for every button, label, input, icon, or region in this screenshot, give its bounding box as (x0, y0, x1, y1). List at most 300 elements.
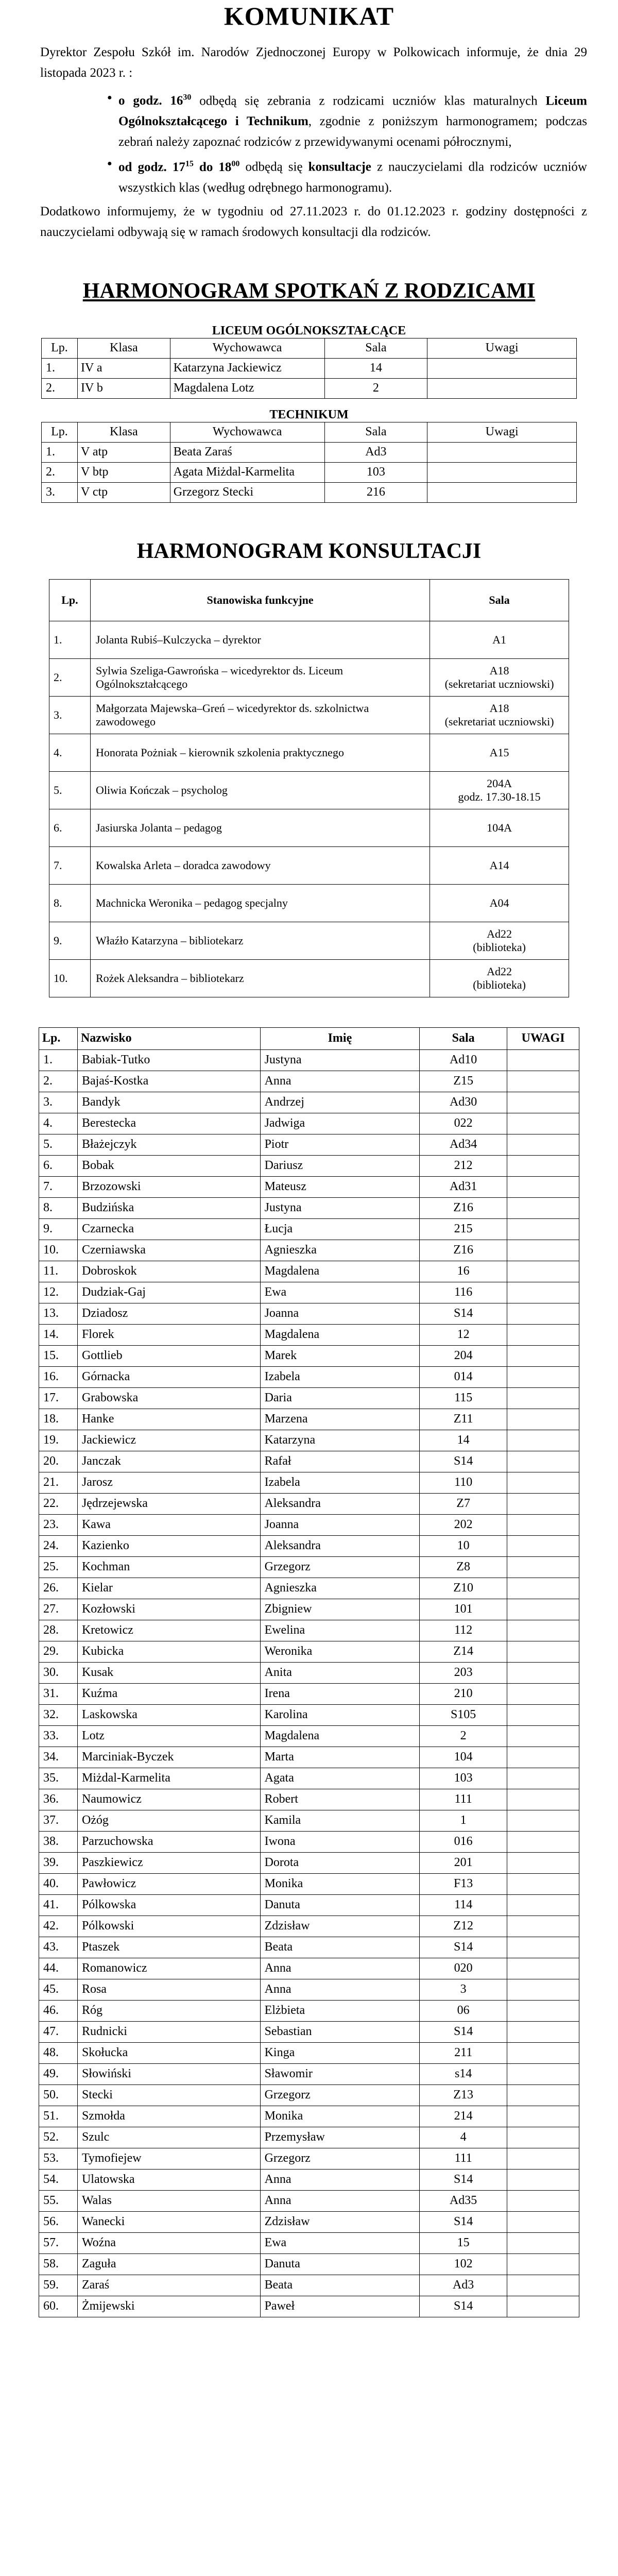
first-name: Magdalena (260, 1725, 420, 1747)
surname: Berestecka (77, 1113, 260, 1134)
first-name: Anna (260, 1979, 420, 2000)
consultations-title: HARMONOGRAM KONSULTACJI (136, 539, 482, 563)
room: Z11 (420, 1409, 507, 1430)
room-note: (biblioteka) (473, 940, 526, 954)
table-row (42, 482, 577, 502)
room: Ad3 (324, 442, 427, 462)
surname: Kuźma (77, 1683, 260, 1704)
first-name: Grzegorz (260, 2148, 420, 2169)
first-name: Justyna (260, 1197, 420, 1218)
room: 014 (420, 1366, 507, 1387)
surname: Miżdal-Karmelita (77, 1768, 260, 1789)
table-row (49, 658, 569, 696)
surname: Kazienko (77, 1535, 260, 1556)
position-name: Małgorzata Majewska–Greń – wicedyrektor ds. szkolnictwa zawodowego (90, 696, 430, 734)
room: 116 (420, 1282, 507, 1303)
room (430, 922, 569, 959)
row-number: 59. (39, 2275, 78, 2296)
surname: Dziadosz (77, 1303, 260, 1324)
position-name: Jasiurska Jolanta – pedagog (90, 809, 430, 846)
surname: Skołucka (77, 2042, 260, 2063)
first-name: Aleksandra (260, 1493, 420, 1514)
row-number: 48. (39, 2042, 78, 2063)
teacher-name: Beata Zaraś (170, 442, 324, 462)
row-number: 28. (39, 1620, 78, 1641)
surname: Ożóg (77, 1810, 260, 1831)
table-row (39, 1641, 579, 1662)
class-name: V atp (77, 442, 170, 462)
remarks (507, 2169, 579, 2190)
first-name: Joanna (260, 1514, 420, 1535)
teacher-name: Magdalena Lotz (170, 378, 324, 398)
surname: Zaguła (77, 2253, 260, 2275)
row-number: 58. (39, 2253, 78, 2275)
table-row (49, 734, 569, 771)
remarks (507, 2148, 579, 2169)
table-row (39, 1345, 579, 1366)
room-number: 104A (487, 821, 512, 834)
row-number: 52. (39, 2127, 78, 2148)
table-row (49, 809, 569, 846)
table-row (39, 2127, 579, 2148)
surname: Ulatowska (77, 2169, 260, 2190)
remarks (507, 1683, 579, 1704)
remarks (507, 1240, 579, 1261)
first-name: Karolina (260, 1704, 420, 1725)
surname: Bajaś-Kostka (77, 1071, 260, 1092)
first-name: Jadwiga (260, 1113, 420, 1134)
table-row (39, 1599, 579, 1620)
first-name: Łucja (260, 1218, 420, 1240)
remarks (507, 1176, 579, 1197)
row-number: 60. (39, 2296, 78, 2317)
row-number: 38. (39, 1831, 78, 1852)
remarks (507, 1092, 579, 1113)
column-header: Nazwisko (77, 1027, 260, 1049)
table-row (39, 1514, 579, 1535)
remarks (507, 2275, 579, 2296)
first-name: Robert (260, 1789, 420, 1810)
first-name: Justyna (260, 1049, 420, 1071)
surname: Parzuchowska (77, 1831, 260, 1852)
surname: Lotz (77, 1725, 260, 1747)
column-header: Sala (420, 1027, 507, 1049)
remarks (507, 1599, 579, 1620)
table-row (39, 1176, 579, 1197)
row-number: 15. (39, 1345, 78, 1366)
remarks (507, 2190, 579, 2211)
first-name: Beata (260, 1937, 420, 1958)
table-row (39, 2253, 579, 2275)
table-row (39, 1071, 579, 1092)
table-row (49, 621, 569, 658)
room-note: (biblioteka) (473, 978, 526, 991)
first-name: Danuta (260, 1894, 420, 1916)
tech-section-title: TECHNIKUM (269, 408, 349, 421)
surname: Słowiński (77, 2063, 260, 2084)
room-number: A18 (489, 664, 509, 677)
first-name: Aleksandra (260, 1535, 420, 1556)
remarks (507, 1493, 579, 1514)
table-row (39, 1472, 579, 1493)
first-name: Ewa (260, 2232, 420, 2253)
row-number: 30. (39, 1662, 78, 1683)
class-name: IV a (77, 358, 170, 378)
table-row (39, 1937, 579, 1958)
position-name: Właźło Katarzyna – bibliotekarz (90, 922, 430, 959)
first-name: Ewa (260, 1282, 420, 1303)
teachers-table (39, 1027, 579, 2317)
first-name: Anna (260, 1071, 420, 1092)
surname: Żmijewski (77, 2296, 260, 2317)
first-name: Grzegorz (260, 1556, 420, 1578)
column-header: Lp. (42, 338, 78, 358)
first-name: Agata (260, 1768, 420, 1789)
room-number: A1 (492, 633, 507, 646)
column-header: Imię (260, 1027, 420, 1049)
table-row (39, 1704, 579, 1725)
table-row (39, 1747, 579, 1768)
room: 202 (420, 1514, 507, 1535)
room-number: Ad22 (487, 964, 512, 978)
table-row (39, 1535, 579, 1556)
column-header: Sala (430, 579, 569, 621)
room: 14 (324, 358, 427, 378)
first-name: Katarzyna (260, 1430, 420, 1451)
class-name: V ctp (77, 482, 170, 502)
table-row (39, 1894, 579, 1916)
row-number: 8. (39, 1197, 78, 1218)
table-row (39, 2021, 579, 2042)
surname: Paszkiewicz (77, 1852, 260, 1873)
column-header: Lp. (39, 1027, 78, 1049)
table-row (39, 1155, 579, 1176)
surname: Laskowska (77, 1704, 260, 1725)
remarks (427, 482, 577, 502)
row-number: 45. (39, 1979, 78, 2000)
row-number: 53. (39, 2148, 78, 2169)
column-header: Lp. (42, 422, 78, 442)
room: 020 (420, 1958, 507, 1979)
surname: Pólkowska (77, 1894, 260, 1916)
remarks (507, 2084, 579, 2106)
first-name: Ewelina (260, 1620, 420, 1641)
row-number: 49. (39, 2063, 78, 2084)
room: 210 (420, 1683, 507, 1704)
row-number: 24. (39, 1535, 78, 1556)
room: S14 (420, 2021, 507, 2042)
remarks (427, 442, 577, 462)
table-row (42, 442, 577, 462)
remarks (507, 1409, 579, 1430)
room: 1 (420, 1810, 507, 1831)
room (430, 696, 569, 734)
announcement-list (31, 88, 587, 198)
remarks (507, 1873, 579, 1894)
position-name: Oliwia Kończak – psycholog (90, 771, 430, 809)
surname: Ptaszek (77, 1937, 260, 1958)
table-row (49, 922, 569, 959)
column-header: Klasa (77, 338, 170, 358)
row-number: 35. (39, 1768, 78, 1789)
row-number: 1. (42, 442, 78, 462)
table-row (39, 1789, 579, 1810)
table-row (49, 846, 569, 884)
room: Z14 (420, 1641, 507, 1662)
row-number: 13. (39, 1303, 78, 1324)
first-name: Zdzisław (260, 2211, 420, 2232)
column-header: Sala (324, 338, 427, 358)
room: Z16 (420, 1240, 507, 1261)
row-number: 19. (39, 1430, 78, 1451)
room-number: A15 (489, 745, 509, 759)
row-number: 56. (39, 2211, 78, 2232)
room-number: A14 (489, 858, 509, 872)
table-row (39, 1578, 579, 1599)
remarks (507, 2253, 579, 2275)
remarks (507, 1134, 579, 1155)
first-name: Zdzisław (260, 1916, 420, 1937)
teacher-name: Agata Miżdal-Karmelita (170, 462, 324, 482)
row-number: 41. (39, 1894, 78, 1916)
first-name: Dorota (260, 1852, 420, 1873)
room: 201 (420, 1852, 507, 1873)
lo-table (41, 338, 577, 399)
room-number: A04 (489, 896, 509, 909)
column-header: Klasa (77, 422, 170, 442)
row-number: 50. (39, 2084, 78, 2106)
remarks (507, 1937, 579, 1958)
room: 022 (420, 1113, 507, 1134)
room: Ad10 (420, 1049, 507, 1071)
position-name: Sylwia Szeliga-Gawrońska – wicedyrektor ds. Liceum Ogólnokształcącego (90, 658, 430, 696)
remarks (507, 1387, 579, 1409)
remarks (507, 1324, 579, 1345)
surname: Hanke (77, 1409, 260, 1430)
remarks (507, 2042, 579, 2063)
room: Z12 (420, 1916, 507, 1937)
table-row (39, 2084, 579, 2106)
room: Ad35 (420, 2190, 507, 2211)
surname: Kielar (77, 1578, 260, 1599)
intro-paragraph (31, 42, 587, 83)
table-row (39, 1240, 579, 1261)
table-row (49, 884, 569, 922)
surname: Woźna (77, 2232, 260, 2253)
row-number: 5. (39, 1134, 78, 1155)
first-name: Dariusz (260, 1155, 420, 1176)
first-name: Elżbieta (260, 2000, 420, 2021)
row-number: 55. (39, 2190, 78, 2211)
row-number: 2. (42, 462, 78, 482)
remarks (507, 1831, 579, 1852)
class-name: IV b (77, 378, 170, 398)
surname: Bandyk (77, 1092, 260, 1113)
room: Z13 (420, 2084, 507, 2106)
remarks (507, 1218, 579, 1240)
table-row (49, 771, 569, 809)
room: Z10 (420, 1578, 507, 1599)
room: 10 (420, 1535, 507, 1556)
room: 114 (420, 1894, 507, 1916)
remarks (507, 1747, 579, 1768)
room: S14 (420, 1937, 507, 1958)
first-name: Andrzej (260, 1092, 420, 1113)
table-row (39, 1620, 579, 1641)
remarks (507, 1852, 579, 1873)
room: S14 (420, 2296, 507, 2317)
room: Z7 (420, 1493, 507, 1514)
surname: Janczak (77, 1451, 260, 1472)
table-row (39, 1092, 579, 1113)
row-number: 31. (39, 1683, 78, 1704)
room: s14 (420, 2063, 507, 2084)
position-name: Rożek Aleksandra – bibliotekarz (90, 959, 430, 997)
first-name: Anna (260, 2169, 420, 2190)
surname: Róg (77, 2000, 260, 2021)
table-row (39, 1409, 579, 1430)
room: 212 (420, 1155, 507, 1176)
table-row (39, 2042, 579, 2063)
announcement-item: ● o godz. $16^{30}$ odbędą się zebrania z rodzicami uczniów klas maturalnych Liceum Ogólnokształcącego i Technikum, zgodnie z poniższym harmonogramem; podczas zebrań należy zapoznać rodziców z przewidywanymi ocenami półrocznymi, (118, 88, 587, 152)
room-number: Ad22 (487, 927, 512, 940)
remarks (507, 2106, 579, 2127)
bold-text: konsultacje (308, 160, 371, 174)
remarks (507, 1366, 579, 1387)
row-number: 47. (39, 2021, 78, 2042)
row-number: 2. (49, 658, 91, 696)
room: 2 (324, 378, 427, 398)
table-row (39, 1810, 579, 1831)
room: 104 (420, 1747, 507, 1768)
room-note: (sekretariat uczniowski) (444, 677, 554, 690)
row-number: 43. (39, 1937, 78, 1958)
row-number: 12. (39, 1282, 78, 1303)
remarks (507, 2000, 579, 2021)
column-header: Wychowawca (170, 422, 324, 442)
room: 12 (420, 1324, 507, 1345)
table-row (39, 2275, 579, 2296)
remarks (507, 2063, 579, 2084)
table-row (49, 696, 569, 734)
row-number: 7. (39, 1176, 78, 1197)
room: 016 (420, 1831, 507, 1852)
row-number: 20. (39, 1451, 78, 1472)
room (430, 959, 569, 997)
remarks (427, 358, 577, 378)
column-header: Uwagi (427, 422, 577, 442)
room: 3 (420, 1979, 507, 2000)
row-number: 36. (39, 1789, 78, 1810)
row-number: 6. (49, 809, 91, 846)
remarks (507, 1514, 579, 1535)
first-name: Agnieszka (260, 1240, 420, 1261)
table-row (39, 1873, 579, 1894)
table-row (39, 1451, 579, 1472)
row-number: 25. (39, 1556, 78, 1578)
remarks (507, 2232, 579, 2253)
first-name: Agnieszka (260, 1578, 420, 1599)
remarks (507, 2296, 579, 2317)
row-number: 16. (39, 1366, 78, 1387)
first-name: Piotr (260, 1134, 420, 1155)
row-number: 40. (39, 1873, 78, 1894)
room: 216 (324, 482, 427, 502)
room (430, 771, 569, 809)
surname: Pawłowicz (77, 1873, 260, 1894)
teacher-name: Grzegorz Stecki (170, 482, 324, 502)
surname: Dudziak-Gaj (77, 1282, 260, 1303)
room: Z15 (420, 1071, 507, 1092)
first-name: Zbigniew (260, 1599, 420, 1620)
table-row (49, 959, 569, 997)
remarks (507, 1155, 579, 1176)
first-name: Marek (260, 1345, 420, 1366)
room (430, 734, 569, 771)
first-name: Grzegorz (260, 2084, 420, 2106)
room: 112 (420, 1620, 507, 1641)
surname: Stecki (77, 2084, 260, 2106)
row-number: 1. (39, 1049, 78, 1071)
surname: Jarosz (77, 1472, 260, 1493)
first-name: Monika (260, 1873, 420, 1894)
first-name: Kinga (260, 2042, 420, 2063)
remarks (507, 1451, 579, 1472)
surname: Kusak (77, 1662, 260, 1683)
row-number: 57. (39, 2232, 78, 2253)
remarks (427, 462, 577, 482)
remarks (507, 1662, 579, 1683)
surname: Zaraś (77, 2275, 260, 2296)
room: 111 (420, 2148, 507, 2169)
table-row (39, 1493, 579, 1514)
row-number: 34. (39, 1747, 78, 1768)
table-row (39, 1556, 579, 1578)
room (430, 846, 569, 884)
table-row (39, 1852, 579, 1873)
row-number: 9. (39, 1218, 78, 1240)
first-name: Izabela (260, 1472, 420, 1493)
row-number: 11. (39, 1261, 78, 1282)
row-number: 42. (39, 1916, 78, 1937)
table-row (39, 1282, 579, 1303)
row-number: 1. (49, 621, 91, 658)
column-header: Sala (324, 422, 427, 442)
table-row (42, 462, 577, 482)
surname: Jędrzejewska (77, 1493, 260, 1514)
first-name: Irena (260, 1683, 420, 1704)
room: 103 (324, 462, 427, 482)
row-number: 33. (39, 1725, 78, 1747)
position-name: Kowalska Arleta – doradca zawodowy (90, 846, 430, 884)
row-number: 4. (49, 734, 91, 771)
room (430, 621, 569, 658)
row-number: 2. (39, 1071, 78, 1092)
surname: Kochman (77, 1556, 260, 1578)
table-row (39, 1916, 579, 1937)
remarks (507, 1303, 579, 1324)
room: 16 (420, 1261, 507, 1282)
remarks (507, 1535, 579, 1556)
row-number: 27. (39, 1599, 78, 1620)
row-number: 6. (39, 1155, 78, 1176)
surname: Rosa (77, 1979, 260, 2000)
remarks (507, 1916, 579, 1937)
remarks (507, 1049, 579, 1071)
table-row (39, 1366, 579, 1387)
surname: Naumowicz (77, 1789, 260, 1810)
table-row (39, 1218, 579, 1240)
